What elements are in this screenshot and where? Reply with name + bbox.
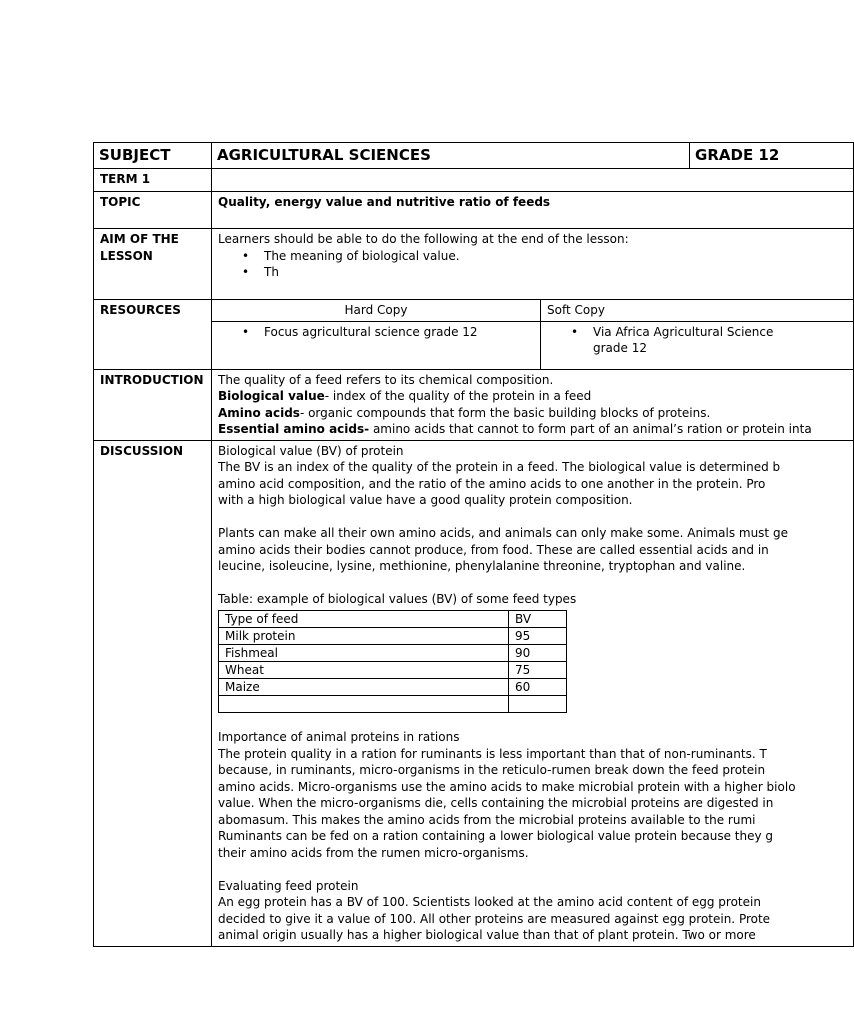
soft-copy-item (593, 324, 847, 357)
topic-label: TOPIC (94, 192, 212, 229)
term-value (212, 169, 854, 192)
bv-table-caption: Table: example of biological values (BV) of some feed types (218, 592, 577, 606)
soft-copy-item-line1: • Via Africa Agricultural Science (593, 324, 774, 339)
bv-value-cell: 95 (509, 627, 567, 644)
intro-term-essential-amino-acids: Essential amino acids- (218, 422, 370, 436)
bv-feed-cell: Maize (219, 678, 509, 695)
discussion-para2-line: amino acids their bodies cannot produce, from food. These are called essential acids and in (218, 542, 769, 557)
aim-bullet: • The meaning of biological value. (264, 248, 847, 265)
hard-copy-header: Hard Copy (212, 300, 541, 322)
table-row (219, 644, 567, 661)
subject-label: SUBJECT (94, 143, 212, 169)
intro-line1: The quality of a feed refers to its chemical composition. (218, 372, 554, 387)
bv-feed-cell: Wheat (219, 661, 509, 678)
intro-def-essential-amino-acids: amino acids that cannot to form part of an animal’s ration or protein inta (369, 422, 812, 436)
bv-value-cell (509, 695, 567, 712)
soft-copy-header: Soft Copy (541, 300, 854, 322)
introduction-label: INTRODUCTION (94, 369, 212, 440)
table-row (219, 678, 567, 695)
discussion-para3-line: value. When the micro-organisms die, cells containing the microbial proteins are digested in (218, 796, 774, 810)
discussion-heading-bv: Biological value (BV) of protein (218, 443, 404, 458)
discussion-para2-line: leucine, isoleucine, lysine, methionine, phenylalanine threonine, tryptophan and valine. (218, 559, 746, 573)
introduction-content (212, 369, 854, 440)
resources-label: RESOURCES (94, 300, 212, 370)
intro-term-amino-acids: Amino acids (218, 405, 300, 420)
discussion-para3-line: Ruminants can be fed on a ration containing a lower biological value protein because they g (218, 829, 774, 843)
hard-copy-item: • Focus agricultural science grade 12 (264, 324, 534, 341)
discussion-para3-line: amino acids. Micro-organisms use the amino acids to make microbial protein with a higher biolo (218, 779, 796, 794)
bv-value-cell: 75 (509, 661, 567, 678)
aim-label-line2: LESSON (100, 248, 153, 263)
bv-table-header-row (219, 610, 567, 627)
soft-copy-item-line2: grade 12 (593, 341, 647, 355)
discussion-para4-line: decided to give it a value of 100. All other proteins are measured against egg protein. Prote (218, 911, 771, 926)
discussion-para4-line: An egg protein has a BV of 100. Scientists looked at the amino acid content of egg protein (218, 895, 761, 909)
discussion-heading-evaluating: Evaluating feed protein (218, 878, 359, 893)
bv-feed-cell: Fishmeal (219, 644, 509, 661)
aim-label-line1: AIM OF THE (100, 232, 179, 246)
grade-label: GRADE 12 (690, 143, 854, 169)
aim-content (212, 229, 854, 300)
discussion-para3-line: their amino acids from the rumen micro-organisms. (218, 845, 529, 860)
subject-value: AGRICULTURAL SCIENCES (212, 143, 690, 169)
discussion-para1-line: The BV is an index of the quality of the protein in a feed. The biological value is determined b (218, 460, 781, 474)
discussion-para4-line: animal origin usually has a higher biological value than that of plant protein. Two or more (218, 928, 756, 942)
soft-copy-list (547, 324, 847, 357)
bv-value-cell: 90 (509, 644, 567, 661)
discussion-label: DISCUSSION (94, 440, 212, 946)
table-row (219, 661, 567, 678)
discussion-para3-line: because, in ruminants, micro-organisms in the reticulo-rumen break down the feed protein (218, 763, 766, 777)
bv-table-header-bv: BV (509, 610, 567, 627)
bv-value-cell: 60 (509, 678, 567, 695)
intro-def-biological-value: - index of the quality of the protein in a feed (324, 389, 592, 403)
discussion-para2-line: Plants can make all their own amino acids, and animals can only make some. Animals must ge (218, 526, 788, 540)
intro-line3 (218, 405, 847, 422)
table-row (219, 695, 567, 712)
intro-line4 (218, 421, 847, 438)
aim-bullet: • Th (264, 264, 847, 281)
soft-copy-cell (541, 321, 854, 369)
aim-bullet-list (218, 248, 847, 281)
aim-label (94, 229, 212, 300)
bv-table-header-feed: Type of feed (219, 610, 509, 627)
discussion-para1-line: with a high biological value have a good quality protein composition. (218, 493, 633, 507)
discussion-para3-line: The protein quality in a ration for ruminants is less important than that of non-ruminants. T (218, 746, 767, 761)
term-label: TERM 1 (94, 169, 212, 192)
discussion-para1-line: amino acid composition, and the ratio of the amino acids to one another in the protein. Pro (218, 476, 766, 491)
intro-term-biological-value: Biological value (218, 389, 325, 403)
intro-def-amino-acids: - organic compounds that form the basic building blocks of proteins. (299, 405, 711, 420)
hard-copy-list (218, 324, 534, 341)
bv-feed-cell: Milk protein (219, 627, 509, 644)
lesson-plan-table (93, 142, 854, 947)
bv-feed-cell (219, 695, 509, 712)
discussion-para3-line: abomasum. This makes the amino acids from the microbial proteins available to the rumi (218, 812, 756, 827)
intro-line2 (218, 388, 847, 405)
aim-intro: Learners should be able to do the following at the end of the lesson: (218, 232, 629, 246)
hard-copy-cell (212, 321, 541, 369)
table-row (219, 627, 567, 644)
discussion-heading-animal-proteins: Importance of animal proteins in rations (218, 730, 460, 744)
bv-table (218, 610, 567, 713)
discussion-content (212, 440, 854, 946)
topic-value: Quality, energy value and nutritive ratio of feeds (212, 192, 854, 229)
